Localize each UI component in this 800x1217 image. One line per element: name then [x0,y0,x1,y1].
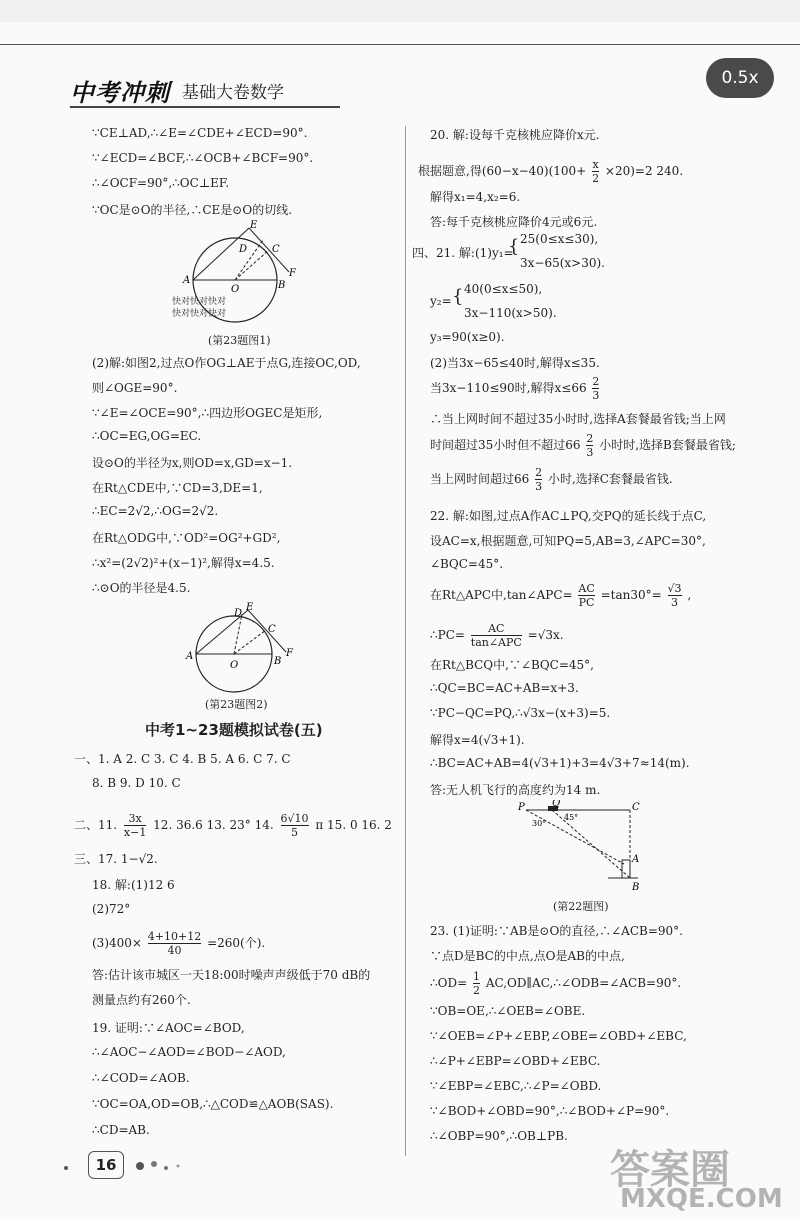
text-span: π 15. 0 16. 2 [315,818,392,832]
fraction-den: 3 [586,446,594,459]
svg-text:O: O [230,660,239,671]
section-title: 中考1~23题模拟试卷(五) [145,721,323,739]
text-line: 25(0≤x≤30), [520,232,599,246]
text-line: 22. 解:如图,过点A作AC⊥PQ,交PQ的延长线于点C, [430,509,707,523]
text-line: (2)当3x−65≤40时,解得x≤35. [430,356,600,370]
text-span: =√3x. [527,628,564,642]
text-span: 当上网时间超过66 [430,472,530,486]
text-span: 12. 36.6 13. 23° 14. [153,818,274,832]
svg-text:F: F [286,648,293,659]
text-line: 在Rt△BCQ中,∵∠BQC=45°, [430,658,594,672]
text-line: ∵∠ECD=∠BCF,∴∠OCB+∠BCF=90°. [92,151,314,165]
svg-text:B: B [274,656,282,667]
fraction-num: x [592,158,599,171]
svg-text:A: A [186,651,194,662]
fraction-den: 5 [291,826,298,839]
text-line: ∵PC−QC=PQ,∴√3x−(x+3)=5. [430,706,611,720]
text-span: =tan30°= [600,588,662,602]
text-line [430,970,681,997]
text-line [418,158,683,185]
svg-text:45°: 45° [564,813,579,822]
fraction [473,970,480,997]
svg-text:E: E [250,220,258,231]
text-line: ∵∠EBP=∠EBC,∴∠P=∠OBD. [430,1079,602,1093]
text-line: 40(0≤x≤50), [464,282,543,296]
figure-22 [512,800,642,892]
svg-text:30°: 30° [532,819,547,828]
fraction-den: 2 [592,172,600,185]
text-line: 23. (1)证明:∵AB是⊙O的直径,∴∠ACB=90°. [430,924,683,938]
svg-text:B: B [278,280,286,291]
fraction-den: 2 [472,984,480,997]
svg-text:D: D [239,244,248,255]
answer-line: 三、17. 1−√2. [74,852,158,866]
text-span: (3)400× [92,936,142,950]
book-subtitle: 基础大卷数学 [182,82,284,103]
text-line: 3x−65(x>30). [520,256,605,270]
text-span: ∴OD= [430,976,468,990]
fraction [535,466,542,493]
text-line: y₂= [430,294,452,308]
text-line [430,375,599,402]
text-line: 测量点约有260个. [92,993,191,1007]
fraction [124,812,146,839]
svg-text:F: F [289,268,296,279]
text-line: 答:无人机飞行的高度约为14 m. [430,783,601,797]
text-line: 答:估计该市城区一天18:00时噪声声级低于70 dB的 [92,968,371,982]
fraction-den: 3 [592,389,600,402]
text-line: ∵OB=OE,∴∠OEB=∠OBE. [430,1004,586,1018]
fraction [592,375,599,402]
svg-text:A: A [632,854,640,865]
fraction [281,812,309,839]
answer-line [92,930,265,957]
fraction-num: 4+10+12 [147,930,202,943]
answer-line: 18. 解:(1)12 6 [92,878,175,892]
text-line: ∴∠OCF=90°,∴OC⊥EF. [92,176,230,190]
text-line: ∴∠OBP=90°,∴OB⊥PB. [430,1129,568,1143]
fraction-num: 2 [592,375,600,388]
text-line: ∵OC是⊙O的半径,∴CE是⊙O的切线. [92,203,293,217]
text-line: 设AC=x,根据题意,可知PQ=5,AB=3,∠APC=30°, [430,534,706,548]
svg-text:O: O [231,284,240,295]
fraction [668,582,682,609]
svg-text:E: E [246,602,254,613]
text-span: 小时时,选择B套餐最省钱; [599,438,736,452]
figure-caption: (第23题图2) [205,698,268,711]
text-span: , [687,588,692,602]
text-line: ∴QC=BC=AC+AB=x+3. [430,681,579,695]
text-line: y₃=90(x≥0). [430,330,505,344]
watermark-logo: 答案圈 [610,1147,730,1193]
text-line: ∴当上网时间不超过35小时时,选择A套餐最省钱;当上网 [430,412,726,426]
text-line: ∵点D是BC的中点,点O是AB的中点, [430,949,625,963]
text-line: ∴⊙O的半径是4.5. [92,581,191,595]
fraction [592,158,599,185]
svg-text:Q: Q [552,800,561,809]
text-line: ∴EC=2√2,∴OG=2√2. [92,504,219,518]
text-line: ∠BQC=45°. [430,557,504,571]
svg-text:C: C [632,802,640,813]
text-span: ∴PC= [430,628,465,642]
figure-note: 快对快对快对 [172,297,227,307]
column-divider [405,126,406,1156]
footer-decoration [60,1150,200,1180]
text-line: ∵∠OEB=∠P+∠EBP,∠OBE=∠OBD+∠EBC, [430,1029,687,1043]
text-line: ∴BC=AC+AB=4(√3+1)+3=4√3+7≈14(m). [430,756,690,770]
text-line: 解得x=4(√3+1). [430,733,525,747]
svg-text:D: D [234,608,243,619]
text-line [430,466,673,493]
text-span: 时间超过35小时但不超过66 [430,438,581,452]
top-bar [0,0,800,22]
text-line: ∴CD=AB. [92,1123,150,1137]
page-number: 16 [88,1151,124,1179]
fraction-den: tan∠APC [470,636,522,649]
text-line: 在Rt△ODG中,∵OD²=OG²+GD², [92,531,281,545]
text-line: (2)解:如图2,过点O作OG⊥AE于点G,连接OC,OD, [92,356,361,370]
text-line: ∵OC=OA,OD=OB,∴△COD≌△AOB(SAS). [92,1097,334,1111]
text-line: 在Rt△CDE中,∵CD=3,DE=1, [92,481,263,495]
fraction-den: PC [578,596,595,609]
top-rule [0,44,800,45]
text-line: 四、21. 解:(1)y₁= [412,246,514,260]
text-line [430,432,736,459]
svg-text:P: P [518,802,525,813]
figure-note: 快对快对快对 [172,309,227,319]
playback-speed-button[interactable]: 0.5x [706,58,774,98]
fraction-num: 2 [535,466,543,479]
text-line: 则∠OGE=90°. [92,381,178,395]
text-line: ∵∠E=∠OCE=90°,∴四边形OGEC是矩形, [92,406,323,420]
text-line: 解得x₁=4,x₂=6. [430,190,521,204]
fraction-den: 40 [167,944,182,957]
brand-title: 中考冲刺 [70,77,170,107]
text-line: 3x−110(x>50). [464,306,557,320]
text-span: 当3x−110≤90时,解得x≤66 [430,381,587,395]
watermark-url: MXQE.COM [620,1184,783,1214]
brace: { [452,286,464,307]
svg-text:C: C [268,624,276,635]
text-line: ∴∠P+∠EBP=∠OBD+∠EBC. [430,1054,601,1068]
figure-caption: (第22题图) [553,900,609,913]
brace: { [508,236,520,257]
svg-text:A: A [183,275,191,286]
fraction [578,582,594,609]
text-span: =260(个). [207,936,266,950]
svg-text:C: C [272,244,280,255]
text-span: 根据题意,得(60−x−40)(100+ [418,164,587,178]
text-line [430,582,691,609]
text-span: AC,OD∥AC,∴∠ODB=∠ACB=90°. [485,976,682,990]
fraction-num: 6√10 [280,812,309,825]
answer-line: 8. B 9. D 10. C [92,776,181,790]
fraction-num: 2 [586,432,594,445]
page-header [70,74,284,106]
text-line: ∴∠COD=∠AOB. [92,1071,190,1085]
text-span: ×20)=2 240. [604,164,684,178]
fraction [586,432,593,459]
fraction-num: AC [578,582,595,595]
fraction-num: 1 [472,970,480,983]
answer-line [74,812,392,839]
text-line: ∴∠AOC−∠AOD=∠BOD−∠AOD, [92,1045,286,1059]
text-line: 答:每千克核桃应降价4元或6元. [430,215,598,229]
text-line [430,622,564,649]
text-span: 在Rt△APC中,tan∠APC= [430,588,573,602]
answer-line: (2)72° [92,902,131,916]
text-span: 小时,选择C套餐最省钱. [547,472,673,486]
text-line: ∵CE⊥AD,∴∠E=∠CDE+∠ECD=90°. [92,126,308,140]
fraction-num: 3x [124,812,146,826]
fraction-den: 3 [671,596,679,609]
text-line: ∴OC=EG,OG=EC. [92,429,202,443]
text-line: 设⊙O的半径为x,则OD=x,GD=x−1. [92,456,293,470]
fraction-den: x−1 [123,826,147,839]
fraction [148,930,201,957]
text-line: ∵∠BOD+∠OBD=90°,∴∠BOD+∠P=90°. [430,1104,670,1118]
answer-line: 一、1. A 2. C 3. C 4. B 5. A 6. C 7. C [74,752,291,766]
figure-23-2 [182,602,302,694]
text-line: 19. 证明:∵∠AOC=∠BOD, [92,1021,245,1035]
header-rule [70,106,340,108]
fraction [471,622,522,649]
text-line: 20. 解:设每千克核桃应降价x元. [430,128,600,142]
fraction-num: AC [471,622,522,636]
figure-caption: (第23题图1) [208,334,271,347]
fraction-num: √3 [667,582,682,595]
text-line: ∴x²=(2√2)²+(x−1)²,解得x=4.5. [92,556,275,570]
fraction-den: 3 [535,480,543,493]
svg-text:B: B [632,882,640,892]
text-span: 二、11. [74,818,118,832]
